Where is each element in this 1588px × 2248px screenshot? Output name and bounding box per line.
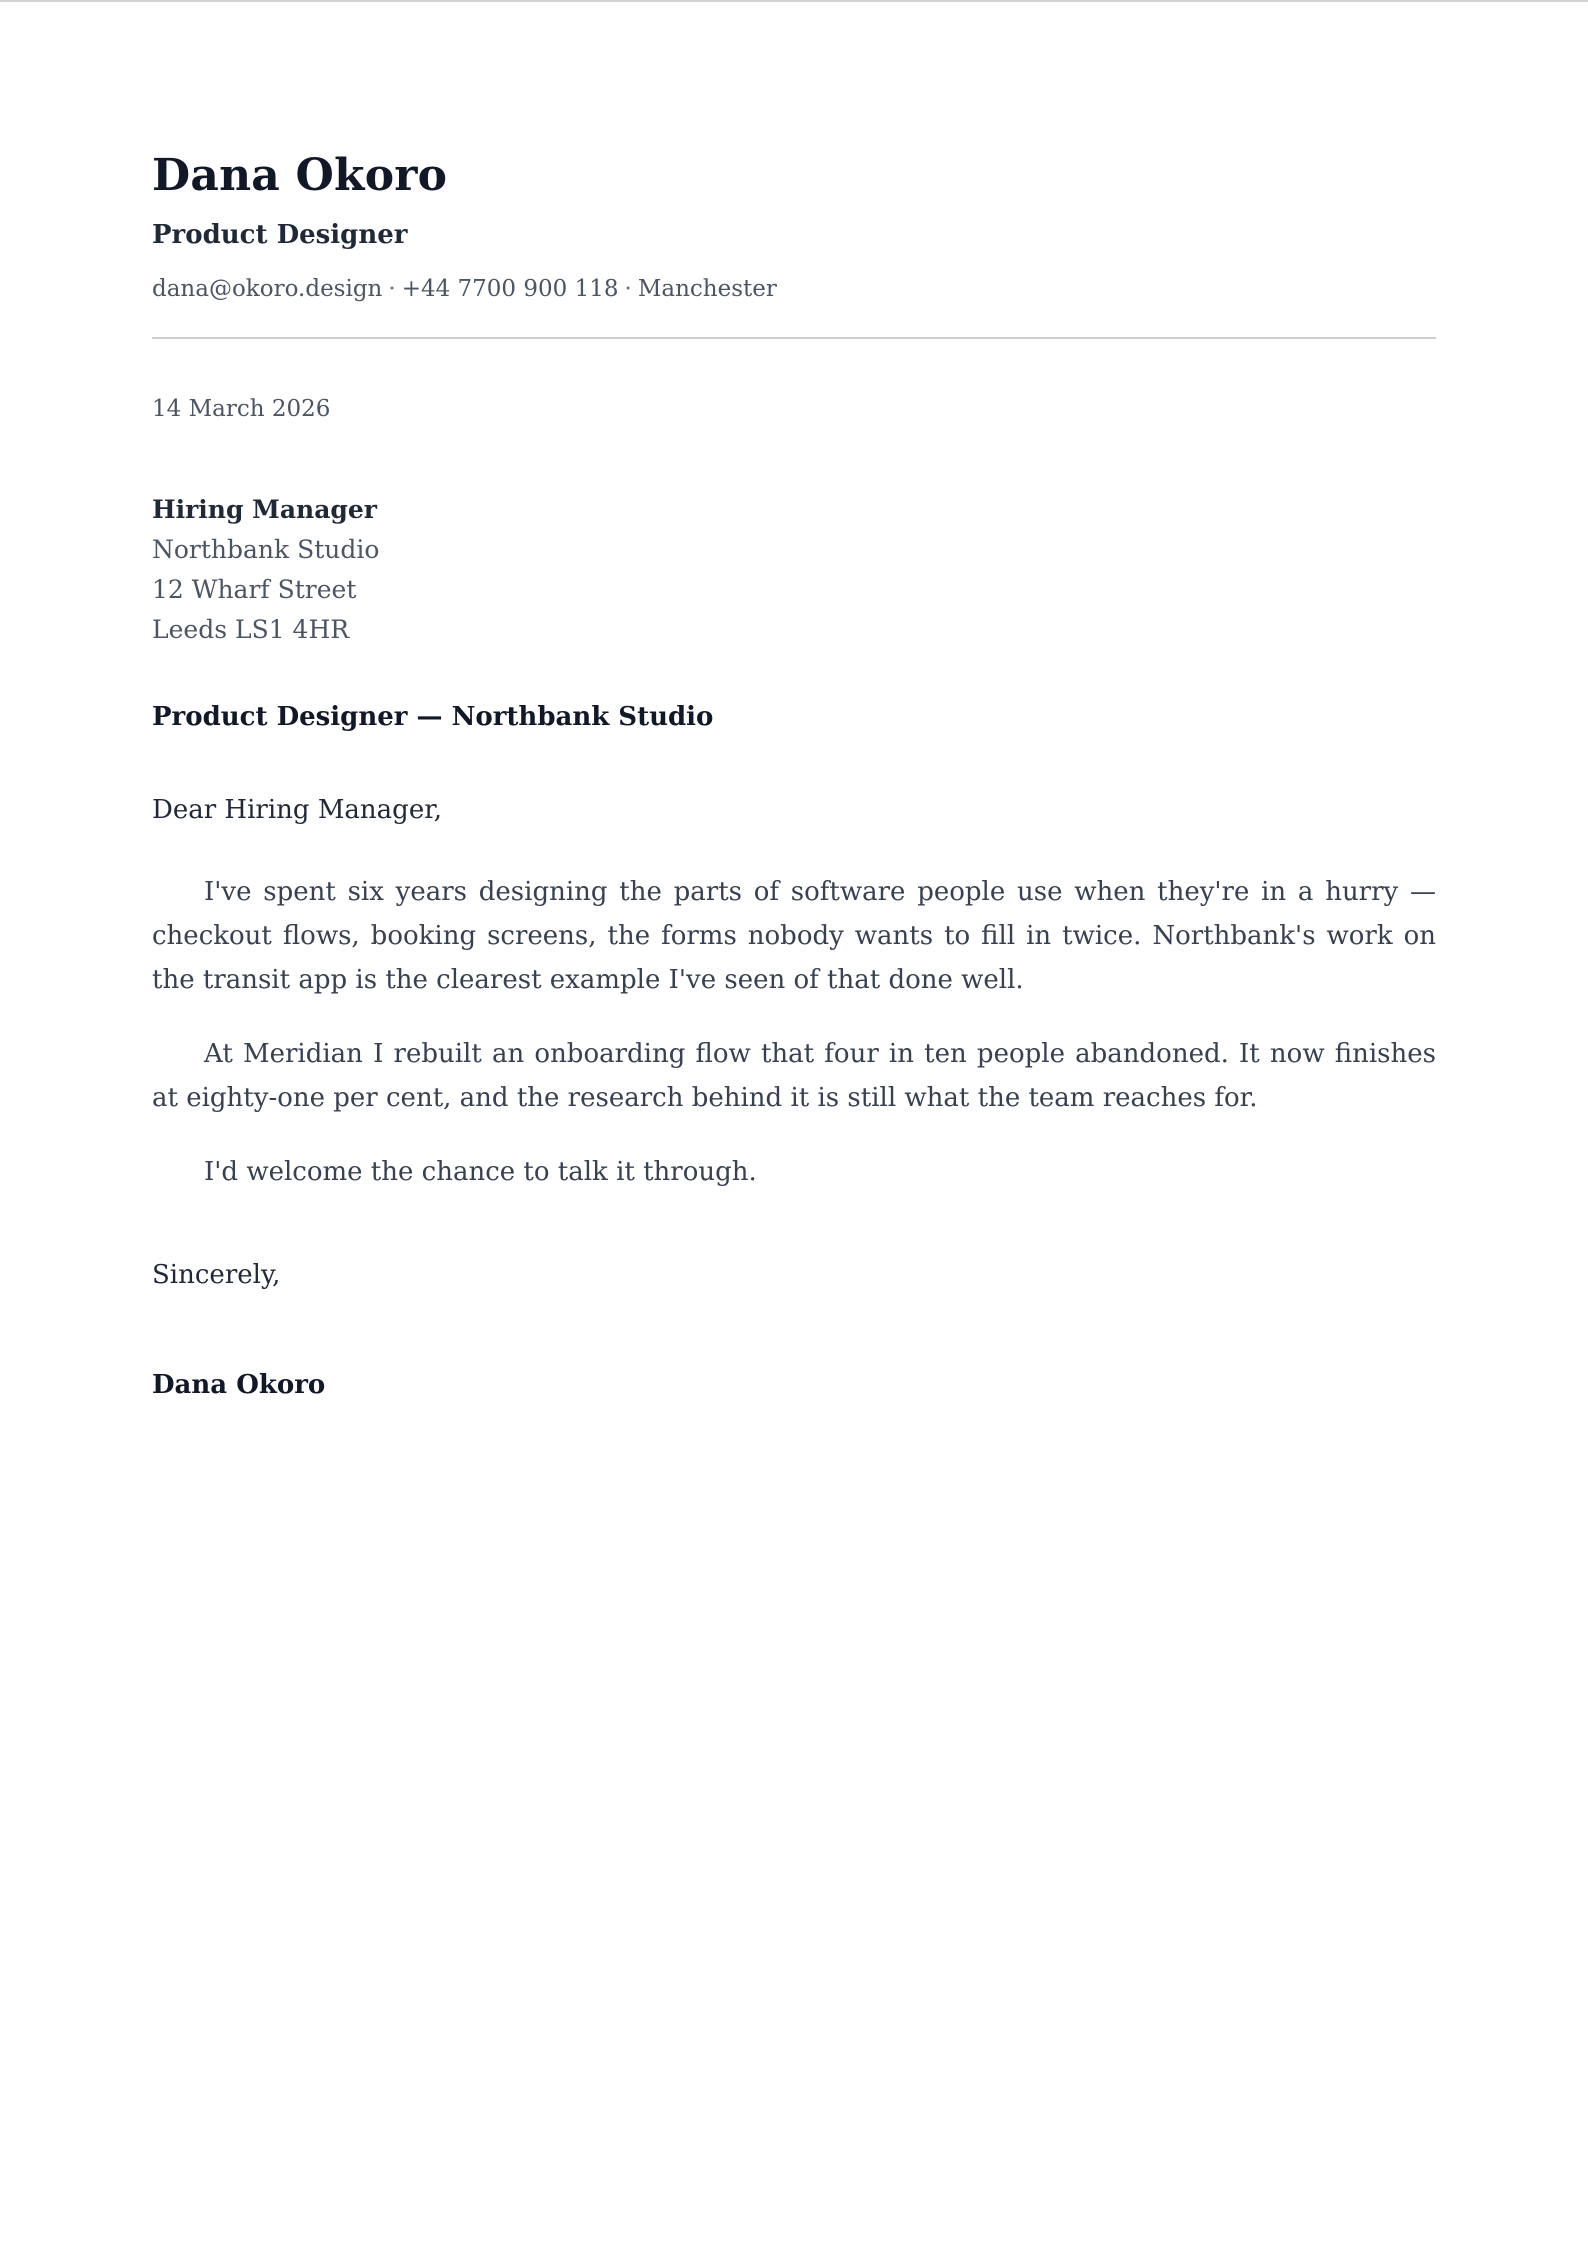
body-paragraph: I've spent six years designing the parts of software people use when they're in a hurry — checkout flows, booking screens, the forms nobody wants to fill in twice. Northbank's work on the transit app is the clearest example I've seen of that done well. bbox=[152, 877, 1436, 995]
recipient-street: 12 Wharf Street bbox=[152, 575, 357, 604]
signature: Dana Okoro bbox=[152, 1370, 326, 1400]
body-paragraph: At Meridian I rebuilt an onboarding flow that four in ten people abandoned. It now finishes at eighty-one per cent, and the research behind it is still what the team reaches for. bbox=[152, 1039, 1436, 1113]
recipient-company: Northbank Studio bbox=[152, 535, 380, 564]
sender-title: Product Designer bbox=[152, 220, 408, 250]
contact-separator: · bbox=[624, 276, 632, 302]
letter-subject: Product Designer — Northbank Studio bbox=[152, 702, 714, 732]
sender-phone: +44 7700 900 118 bbox=[401, 276, 619, 302]
letter-body bbox=[152, 870, 1436, 1224]
contact-line bbox=[152, 276, 777, 302]
sender-name: Dana Okoro bbox=[152, 150, 448, 201]
contact-separator: · bbox=[388, 276, 396, 302]
sender-email: dana@okoro.design bbox=[152, 276, 383, 302]
header-divider bbox=[152, 337, 1436, 339]
recipient-block bbox=[152, 490, 379, 650]
page-top-border bbox=[0, 0, 1588, 2]
recipient-title: Hiring Manager bbox=[152, 495, 377, 524]
sender-location: Manchester bbox=[637, 276, 777, 302]
closing: Sincerely, bbox=[152, 1260, 281, 1290]
letter-date: 14 March 2026 bbox=[152, 396, 331, 422]
salutation: Dear Hiring Manager, bbox=[152, 795, 443, 825]
recipient-city: Leeds LS1 4HR bbox=[152, 615, 350, 644]
body-paragraph: I'd welcome the chance to talk it through. bbox=[204, 1157, 757, 1187]
